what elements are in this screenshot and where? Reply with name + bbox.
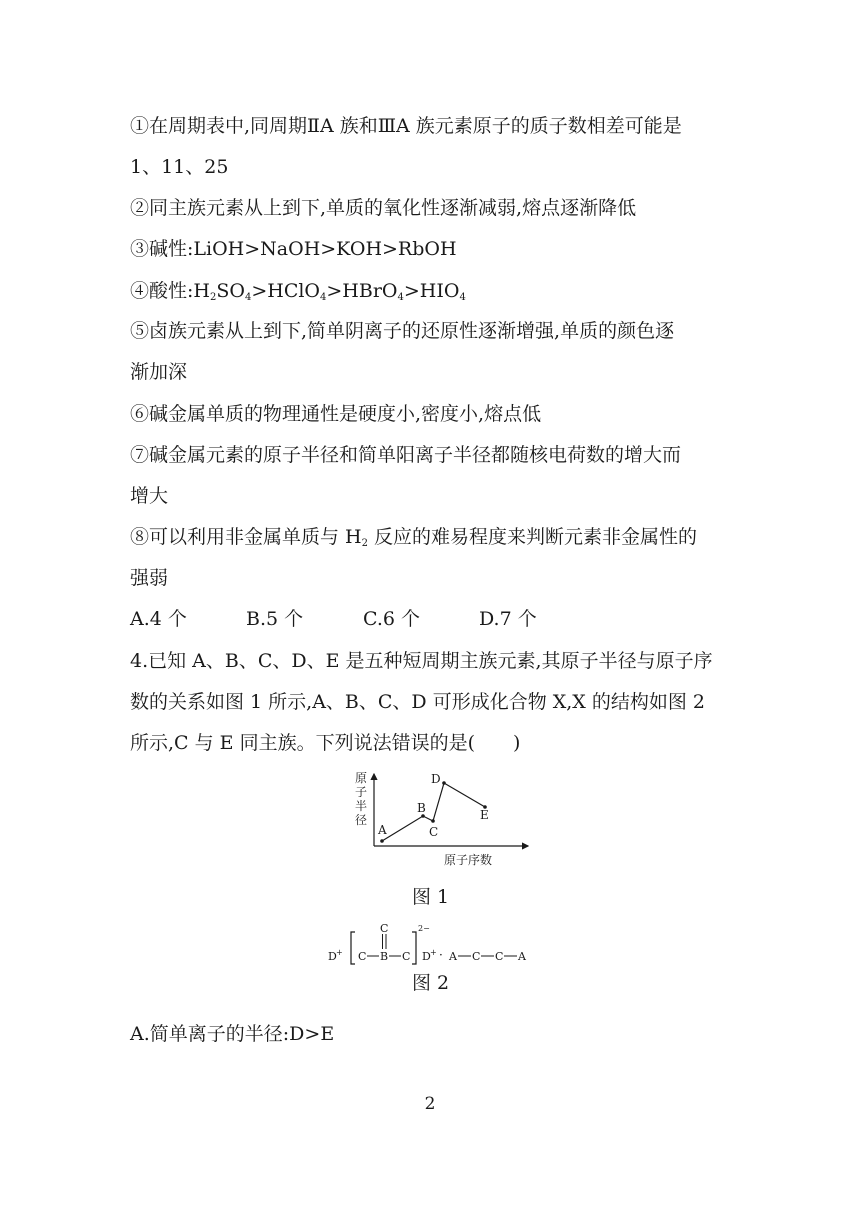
fig2-c-top: C	[380, 922, 389, 935]
fig2-c-right: C	[402, 950, 411, 963]
s4-prefix: ④酸性:H	[130, 280, 210, 302]
point-d	[442, 781, 446, 785]
statement-8-line1	[130, 524, 697, 550]
s4-sub5: 4	[459, 292, 466, 303]
label-c: C	[429, 825, 439, 839]
fig2-a2: A	[518, 950, 526, 963]
right-bracket	[412, 932, 416, 964]
statement-3: ③碱性:LiOH>NaOH>KOH>RbOH	[130, 238, 457, 260]
fig2-c1: C	[472, 950, 481, 963]
statement-5-line2: 渐加深	[130, 361, 188, 383]
statement-6: ⑥碱金属单质的物理通性是硬度小,密度小,熔点低	[130, 403, 542, 425]
s4-sub3: 4	[320, 292, 327, 303]
statement-4	[130, 278, 466, 304]
statement-7-line2: 增大	[130, 485, 169, 507]
choice-a: A.4 个	[130, 608, 187, 630]
q4-line2: 数的关系如图 1 所示,A、B、C、D 可形成化合物 X,X 的结构如图 2	[130, 691, 706, 713]
figure-2-caption: 图 2	[412, 972, 450, 994]
y-label-2: 子	[355, 785, 368, 799]
fig2-dot: ·	[439, 948, 443, 962]
x-label: 原子序数	[444, 853, 493, 867]
fig2-c-left: C	[358, 950, 367, 963]
statement-1-line2: 1、11、25	[130, 156, 229, 178]
q3-choices	[130, 606, 537, 632]
y-label-1: 原	[355, 771, 368, 785]
s4-sub2: 4	[244, 292, 252, 303]
s4-t1: SO	[216, 280, 245, 302]
statement-1-line1: ①在周期表中,同周期ⅡA 族和ⅢA 族元素原子的质子数相差可能是	[130, 115, 682, 137]
q4-line3: 所示,C 与 E 同主族。下列说法错误的是( )	[130, 732, 521, 754]
label-d: D	[431, 772, 441, 786]
statement-8-line2: 强弱	[130, 567, 169, 589]
figure-2-structure	[324, 922, 536, 966]
statement-2: ②同主族元素从上到下,单质的氧化性逐渐减弱,熔点逐渐降低	[130, 197, 637, 219]
label-b: B	[417, 801, 426, 815]
label-e: E	[480, 808, 489, 822]
page-number: 2	[424, 1094, 436, 1114]
fig2-d-right: D	[422, 950, 431, 963]
fig2-charge: 2−	[418, 924, 430, 933]
s8-rest: 反应的难易程度来判断元素非金属性的	[368, 526, 698, 548]
fig2-b: B	[380, 950, 389, 963]
label-a: A	[378, 823, 387, 837]
fig2-plus-left: +	[336, 948, 343, 957]
point-c	[431, 819, 435, 823]
fig2-a1: A	[449, 950, 457, 963]
q4-line1: 4.已知 A、B、C、D、E 是五种短周期主族元素,其原子半径与原子序	[130, 650, 713, 672]
choice-d: D.7 个	[479, 608, 537, 630]
s4-sub4: 4	[397, 292, 404, 303]
s8-sub: 2	[361, 538, 368, 549]
q4-option-a: A.简单离子的半径:D>E	[130, 1023, 335, 1045]
figure-1-atomic-radius-graph	[352, 770, 532, 870]
choice-c: C.6 个	[363, 608, 421, 630]
point-a	[380, 839, 384, 843]
fig2-plus-right: +	[430, 948, 437, 957]
s4-sub1: 2	[209, 292, 217, 303]
fig2-c2: C	[495, 950, 504, 963]
s4-t4: >HIO	[403, 280, 460, 302]
figure-1-caption: 图 1	[412, 886, 450, 908]
fig2-d-left: D	[328, 950, 337, 963]
statement-7-line1: ⑦碱金属元素的原子半径和简单阳离子半径都随核电荷数的增大而	[130, 444, 682, 466]
left-bracket	[351, 932, 355, 964]
statement-5-line1: ⑤卤族元素从上到下,简单阴离子的还原性逐渐增强,单质的颜色逐	[130, 320, 675, 342]
s4-t2: >HClO	[251, 280, 321, 302]
s8-prefix: ⑧可以利用非金属单质与 H	[130, 526, 362, 548]
s4-t3: >HBrO	[326, 280, 398, 302]
y-label-4: 径	[355, 813, 368, 827]
y-label-3: 半	[355, 799, 368, 813]
choice-b: B.5 个	[246, 608, 304, 630]
